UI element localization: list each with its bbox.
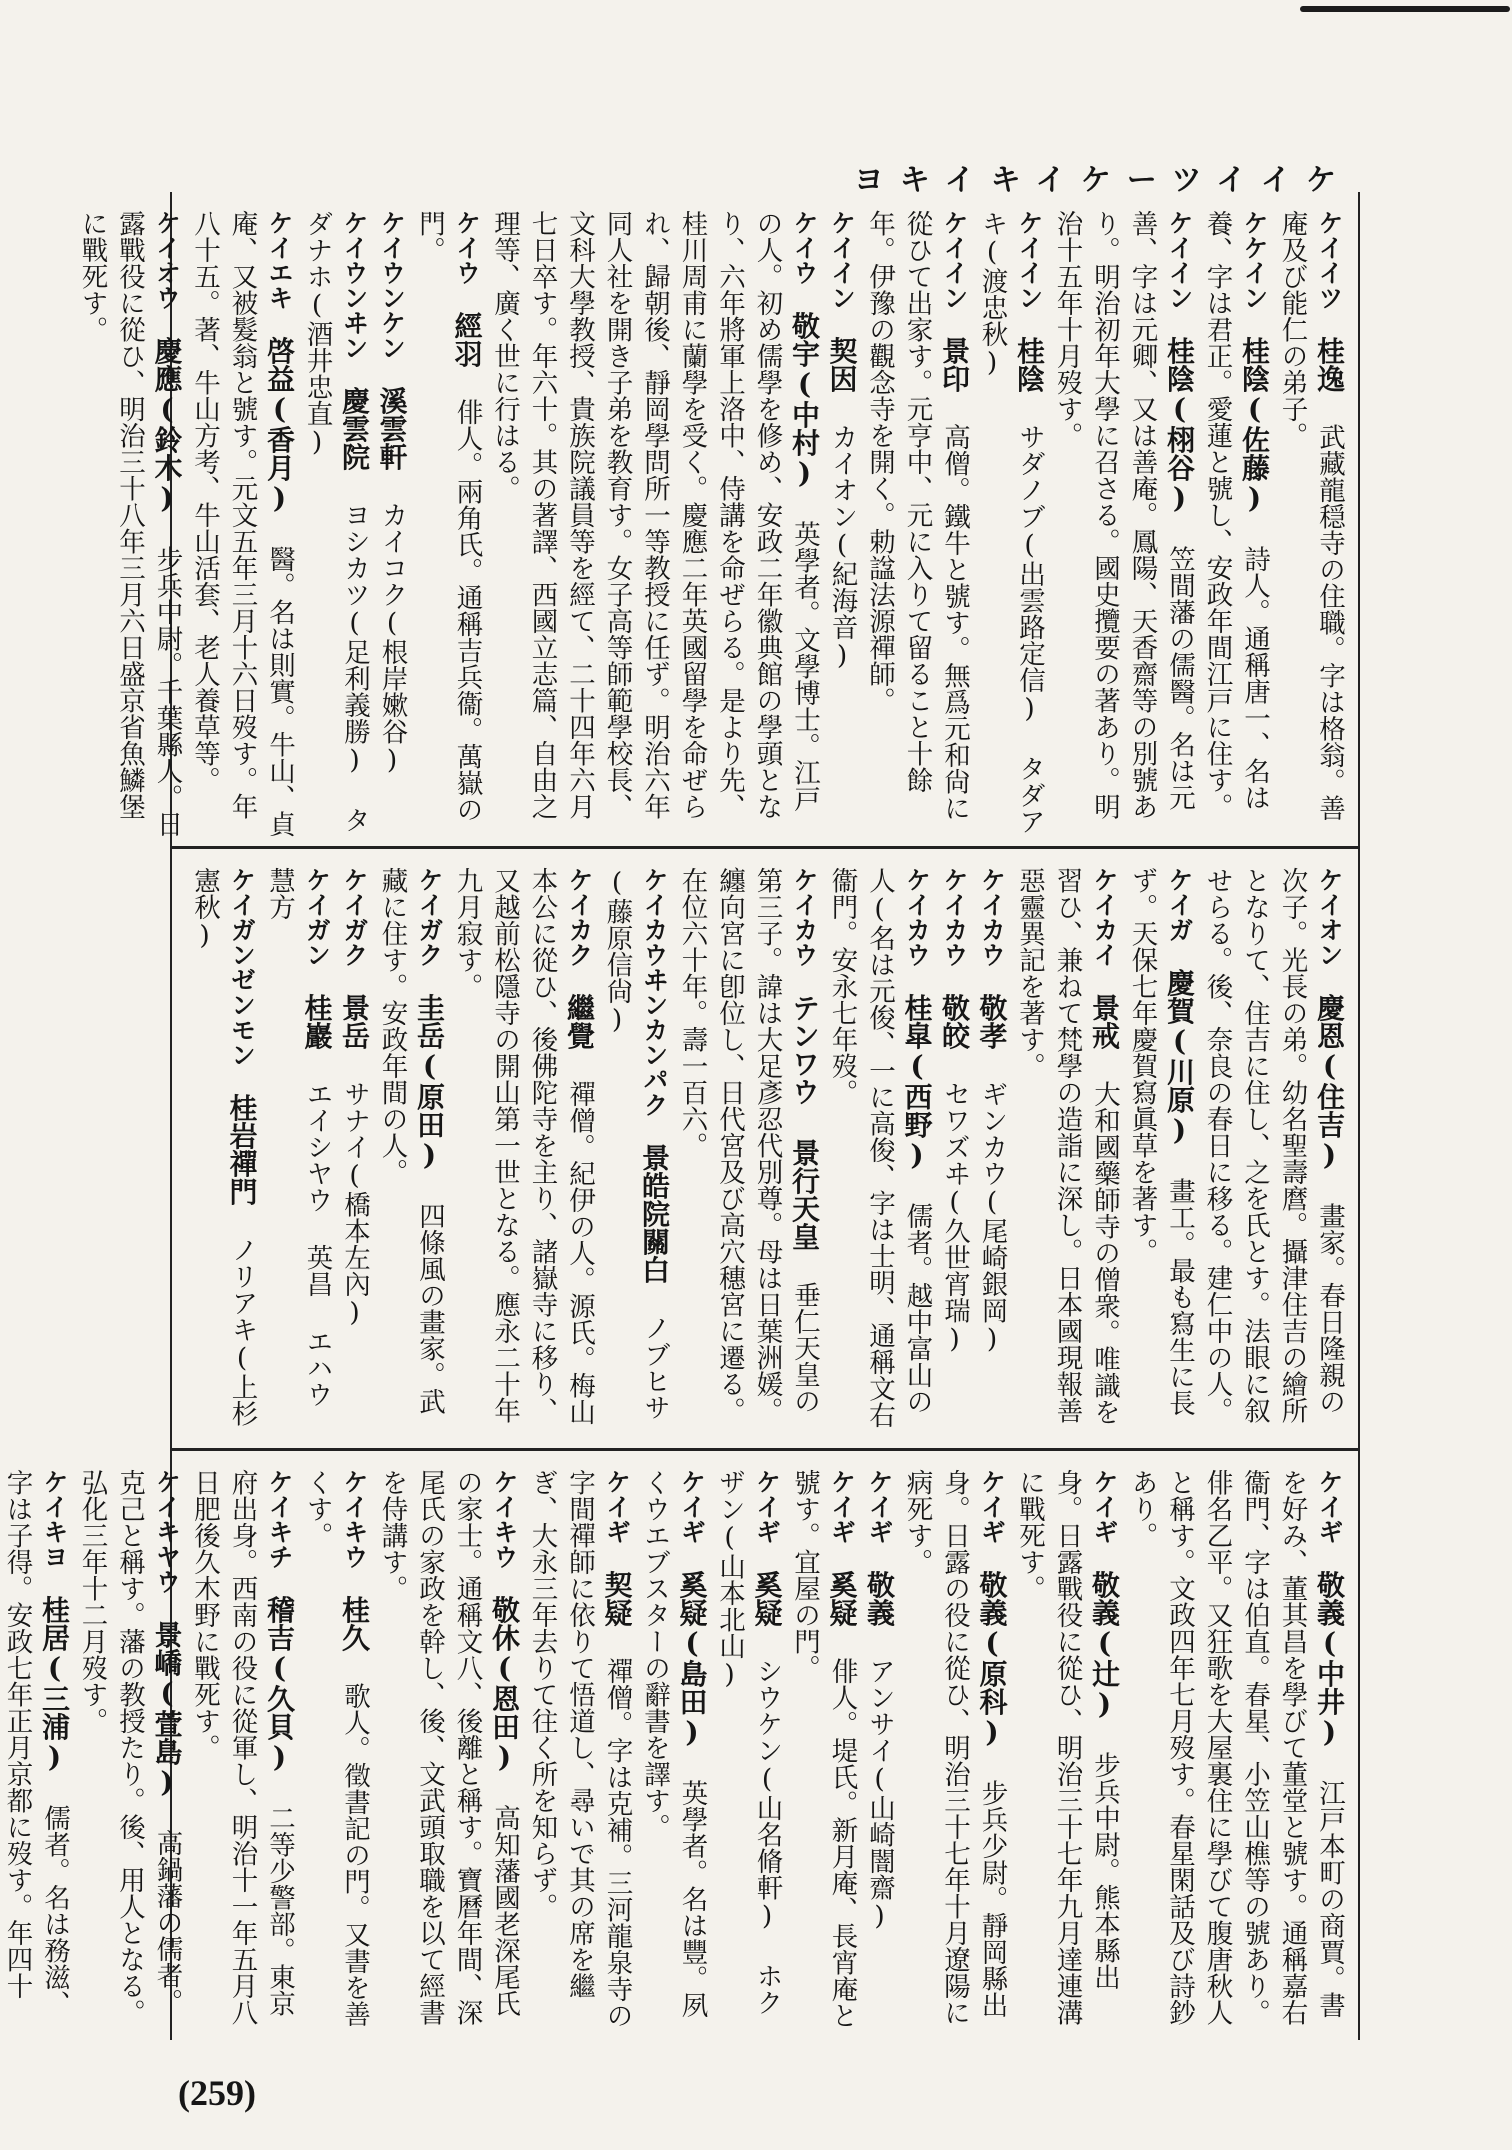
entry-body: 儒者。名は務滋、字は子得。安政七年正月京都に歿す。年四十 — [1, 1469, 70, 2017]
dictionary-entry — [898, 1469, 1011, 2030]
entry-headword-kana: ケイカウ — [940, 867, 969, 967]
dictionary-entry — [373, 210, 411, 837]
entry-headword-kana: ケイギ — [752, 1469, 782, 1544]
dictionary-entry — [1198, 210, 1273, 837]
entry-headword-kanji: 稽吉(久貝) — [263, 1595, 296, 1774]
entry-headword-kana: ケイキヤウ — [152, 1469, 182, 1594]
entry-headword-kana: ケイガク — [340, 867, 369, 967]
entry-headword-kanji: 契因 — [825, 336, 859, 393]
dictionary-entry — [861, 1469, 899, 2030]
entry-headword-kana: ケイキチ — [265, 1469, 294, 1569]
entry-headword-kanji: 經羽 — [450, 311, 484, 368]
entry-body: 英學者。文學博士。江戸の人。初め儒學を修め、安政二年徽典館の學頭となり、六年將軍上洛中、侍講を命ぜらる。是より先、桂川周甫に蘭學を受く。慶應二年英國留學を命ぜられ、歸朝後、靜岡學問所一等教授に任ず。明治六年同人社を開き子弟を教育す。女子高等師範學校長、文科大學教授、貴族院議員等を經て、二十四年六月七日卒す。年六十。其の著譯、西國立志篇、自由之理等、廣く世に行はる。 — [489, 210, 820, 820]
entry-body: 俳人。堤氏。新月庵、長宵庵と號す。宜屋の門。 — [789, 1469, 858, 2029]
entry-headword-kana: ケイオン — [1315, 867, 1344, 967]
entry-body: 步兵中尉。千葉縣人。日露戰役に從ひ、明治三十八年三月六日盛京省魚鱗堡に戰死す。 — [76, 210, 183, 837]
entry-headword-kanji: 桂逸 — [1313, 336, 1346, 393]
dictionary-entry — [373, 867, 448, 1439]
dictionary-entry — [1011, 867, 1124, 1439]
entry-headword-kana: ケイギ — [677, 1469, 707, 1544]
entry-body: 四條風の畫家。武藏に住す。安政年間の人。 — [376, 867, 445, 1415]
entry-body: 畫家。春日隆親の次子。光長の弟。幼名聖壽麿。攝津住吉の繪所となりて、住吉に住し、之を氏とす。法眼に叙せらる。後、奈良の春日に移る。建仁中の人。 — [1201, 867, 1345, 1424]
entry-body: 高僧。鐵牛と號す。無爲元和尙に從ひて出家す。元亨中、元に入りて留ること十餘年。伊豫の觀念寺を開く。勅諡法源禪師。 — [864, 210, 970, 821]
entry-headword-kana: ケケイン — [1240, 210, 1269, 310]
dictionary-entry — [186, 210, 299, 837]
entry-body: 醫。名は則實。牛山、貞庵、又被髮翁と號す。元文五年三月十六日歿す。年八十五。著、牛山方考、牛山活套、老人養草等。 — [189, 210, 295, 837]
entry-headword-kana: ケイカウ — [790, 867, 819, 967]
entry-body: 詩人。通稱唐一、名は養、字は君正。愛蓮と號し、安政年間江戸に住す。 — [1201, 210, 1270, 820]
entry-headword-kanji: 慶賀(川原) — [1163, 968, 1196, 1147]
entry-headword-kana: ケイウ — [452, 210, 482, 285]
entry-headword-kanji: 敬宇(中村) — [788, 311, 821, 490]
dictionary-entry — [1273, 210, 1348, 837]
dictionary-entry — [411, 210, 486, 837]
dictionary-section-upper — [76, 194, 1358, 845]
entry-body: 英學者。名は豐。夙くウエブスターの辭書を譯す。 — [639, 1469, 708, 2018]
entry-headword-kana: ケイキヨ — [40, 1469, 69, 1569]
entry-body: 高鍋藩の儒者。克己と稱す。藩の教授たり。後、用人となる。弘化三年十二月歿す。 — [76, 1469, 183, 2026]
entry-headword-kanji: 桂陰 — [1013, 336, 1046, 393]
entry-headword-kanji: 敬孝 — [975, 993, 1009, 1050]
entry-headword-kana: ケイカウヰンカンパク — [640, 867, 669, 1117]
entry-headword-kana: ケイウ — [790, 210, 819, 285]
entry-body: 高知藩國老深尾氏の家士。通稱文八、後離と稱す。寶曆年間、深尾氏の家政を幹し、後、文武頭取職を以て經書を侍講す。 — [376, 1469, 520, 2026]
entry-headword-kanji: 敬義(辻) — [1088, 1570, 1121, 1721]
entry-body: ヨシカツ(足利義勝) タダナホ(酒井忠直) — [301, 210, 370, 833]
entry-headword-kanji: 景印 — [938, 336, 971, 393]
dictionary-section-middle — [172, 851, 1358, 1447]
entry-headword-kanji: テンワウ 景行天皇 — [788, 993, 821, 1251]
entry-body: ノリアキ(上杉憲秋) — [189, 867, 258, 1427]
entry-headword-kana: ケイオウ — [152, 210, 182, 310]
dictionary-entry — [1011, 1469, 1124, 2030]
entry-body: カイコク(根岸嫰谷) — [376, 470, 408, 776]
section-divider — [172, 1448, 1358, 1451]
dictionary-entry — [298, 210, 373, 837]
entry-headword-kanji: 景岳 — [338, 993, 371, 1050]
entry-headword-kanji: 溪雲軒 — [375, 386, 409, 471]
entry-body: ノブヒサ(藤原信尙) — [601, 867, 670, 1421]
entry-headword-kana: ケイイン — [940, 210, 969, 310]
entry-headword-kana: ケイギ — [1315, 1469, 1344, 1544]
entry-headword-kanji: 繼覺 — [563, 993, 596, 1050]
entry-body: シウケン(山名脩軒) ホクザン(山本北山) — [714, 1469, 783, 2016]
entry-headword-kana: ケイウンヰン — [340, 210, 369, 360]
entry-headword-kanji: 奚疑 — [750, 1570, 784, 1627]
dictionary-entry — [486, 210, 824, 837]
entry-body: カイオン(紀海音) — [826, 392, 858, 671]
dictionary-entry — [673, 867, 823, 1439]
entry-headword-kana: ケイガク — [415, 867, 444, 967]
entry-headword-kanji: 桂岩禪門 — [225, 1093, 259, 1206]
entry-headword-kana: ケイカウ — [977, 867, 1007, 967]
entry-headword-kanji: 奚疑 — [825, 1570, 859, 1627]
entry-headword-kana: ケイイン — [1165, 210, 1194, 310]
entry-headword-kanji: 啓益(香月) — [263, 336, 296, 515]
dictionary-entry — [1048, 210, 1198, 837]
section-divider — [172, 846, 1358, 849]
entry-headword-kanji: 桂久 — [338, 1595, 371, 1652]
entry-headword-kana: ケイカウ — [902, 867, 932, 967]
entry-headword-kanji: 慶應(鈴木) — [150, 336, 184, 515]
entry-headword-kana: ケイイン — [1015, 210, 1044, 310]
entry-headword-kana: ケイイツ — [1315, 210, 1344, 310]
dictionary-entry — [861, 210, 974, 837]
entry-headword-kanji: 景嶠(萱島) — [150, 1620, 184, 1799]
entry-headword-kana: ケイエキ — [265, 210, 294, 310]
entry-body: 大和國藥師寺の僧衆。唯識を習ひ、兼ねて梵學の造詣に深し。日本國現報善惡靈異記を著す。 — [1014, 867, 1120, 1425]
entry-headword-kanji: 桂陰(栩谷) — [1163, 336, 1196, 515]
entry-body: サダノブ(出雲路定信) タダアキ(渡忠秋) — [976, 210, 1045, 835]
dictionary-entry — [261, 867, 336, 1439]
dictionary-entry — [73, 1469, 186, 2030]
dictionary-entry — [1123, 1469, 1348, 2030]
entry-headword-kana: ケイギ — [977, 1469, 1007, 1544]
entry-headword-kanji: 景皓院關白 — [638, 1143, 671, 1284]
entry-body: 歌人。徵書記の門。又書を善くす。 — [301, 1469, 370, 2027]
dictionary-entry — [186, 867, 261, 1439]
entry-headword-kana: ケイカク — [565, 867, 594, 967]
entry-headword-kanji: 敬休(恩田) — [488, 1595, 521, 1774]
entry-body: 俳人。兩角氏。通稱吉兵衞。萬嶽の門。 — [414, 210, 483, 823]
entry-headword-kanji: 桂陰(佐藤) — [1238, 336, 1271, 515]
top-edge-rule — [1300, 6, 1510, 12]
entry-headword-kana: ケイキウ — [490, 1469, 519, 1569]
entry-body: 畫工。最も寫生に長ず。天保七年慶賀寫眞草を著す。 — [1126, 867, 1195, 1416]
entry-headword-kana: ケイウンケン — [377, 210, 407, 360]
entry-headword-kanji: 敬皎 — [938, 993, 971, 1050]
entry-body: 步兵少尉。靜岡縣出身。日露の役に從ひ、明治三十七年十月遼陽に病死す。 — [901, 1469, 1008, 2026]
entry-headword-kana: ケイガン — [302, 867, 332, 967]
dictionary-entry — [0, 1469, 73, 2030]
entry-body: サナイ(橋本左內) — [339, 1049, 370, 1328]
entry-headword-kanji: 景戒 — [1088, 993, 1121, 1050]
dictionary-entry — [636, 1469, 711, 2030]
entry-headword-kanji: 慶恩(住吉) — [1313, 993, 1346, 1172]
entry-body: アンサイ(山崎闇齋) — [864, 1626, 895, 1932]
entry-headword-kanji: 慶雲院 — [338, 386, 371, 471]
entry-body: セワズヰ(久世宵瑞) — [939, 1049, 970, 1355]
dictionary-entry — [973, 210, 1048, 837]
entry-headword-kanji: 敬義 — [863, 1570, 896, 1627]
dictionary-entry — [1198, 867, 1348, 1439]
dictionary-entry — [598, 867, 673, 1439]
entry-body: 禪僧。字は克補。三河龍泉寺の字間禪師に依りて悟道し、尋いで其の席を繼ぎ、大永三年去りて往く所を知らず。 — [526, 1469, 633, 2029]
entry-headword-kana: ケイカイ — [1090, 867, 1119, 967]
entry-headword-kanji: 桂巖 — [300, 993, 334, 1050]
dictionary-entry — [523, 1469, 636, 2030]
dictionary-entry — [298, 1469, 373, 2030]
dictionary-entry — [373, 1469, 523, 2030]
entry-headword-kana: ケイガンゼンモン — [227, 867, 257, 1067]
entry-headword-kana: ケイギ — [1090, 1469, 1119, 1544]
dictionary-entry — [973, 867, 1011, 1439]
entry-headword-kana: ケイガ — [1165, 867, 1194, 942]
dictionary-entry — [786, 1469, 861, 2030]
dictionary-entry — [336, 867, 374, 1439]
dictionary-entry — [73, 210, 186, 837]
dictionary-entry — [823, 210, 861, 837]
entry-headword-kanji: 圭岳(原田) — [413, 993, 446, 1172]
entry-headword-kana: ケイキウ — [340, 1469, 369, 1569]
dictionary-entry — [1123, 867, 1198, 1439]
entry-body: 垂仁天皇の第三子。諱は大足彥忍代別尊。母は日葉洲媛。纏向宮に卽位し、日代宮及び高穴穗宮に遷る。在位六十年。壽一百六。 — [676, 867, 820, 1424]
entry-body: 步兵中尉。熊本縣出身。日露戰役に從ひ、明治三十七年九月達連溝に戰死す。 — [1014, 1469, 1120, 2026]
page-number: (259) — [178, 2073, 256, 2113]
dictionary-entry — [823, 867, 936, 1439]
entry-body: 笠間藩の儒醫。名は元善、字は元卿、又は善庵。鳳陽、天香齋等の別號あり。明治初年大學に召さる。國史攬要の著あり。明治十五年十月歿す。 — [1051, 210, 1195, 820]
entry-headword-kanji: 桂居(三浦) — [38, 1595, 71, 1774]
entry-body: 武藏龍穏寺の住職。字は格翁。善庵及び能仁の弟子。 — [1276, 210, 1345, 821]
dictionary-entry — [711, 1469, 786, 2030]
entry-headword-kana: ケイイン — [827, 210, 857, 310]
dictionary-entry — [448, 867, 598, 1439]
entry-headword-kanji: 奚疑(島田) — [675, 1570, 709, 1749]
dictionary-entry — [186, 1469, 299, 2030]
dictionary-section-lower — [1, 1453, 1358, 2038]
entry-body: 二等少警部。東京府出身。西南の役に從軍し、明治十一年五月八日肥後久木野に戰死す。 — [189, 1469, 295, 2026]
entry-headword-kana: ケイギ — [602, 1469, 632, 1544]
running-header: ヨキイキイケーツイイケ — [853, 163, 1352, 198]
entry-body: ギンカウ(尾崎銀岡) — [976, 1049, 1008, 1355]
entry-headword-kanji: 桂皐(西野) — [900, 993, 934, 1172]
entry-body: 儒者。越中富山の人(名は元俊、一に高俊、字は士明、通稱文右衞門。安永七年歿。 — [826, 867, 933, 1428]
entry-headword-kanji: 敬義(原科) — [975, 1570, 1009, 1749]
entry-headword-kanji: 契疑 — [600, 1570, 634, 1627]
dictionary-entry — [936, 867, 974, 1439]
entry-headword-kanji: 敬義(中井) — [1313, 1570, 1346, 1749]
entry-body: 江戸本町の商賈。書を好み、董其昌を學びて董堂と號す。通稱嘉右衞門、字は伯直。春星、小笠山樵等の號あり。俳名乙平。又狂歌を大屋裏住に學びて腹唐秋人と稱す。文政四年七月歿す。春星閑話及び詩鈔あり。 — [1126, 1469, 1345, 2026]
entry-headword-kana: ケイギ — [865, 1469, 894, 1544]
entry-body: 禪僧。紀伊の人。源氏。梅山本公に從ひ、後佛陀寺を主り、諸嶽寺に移り、又越前松隱寺の開山第一世となる。應永二十年九月寂す。 — [451, 867, 595, 1425]
entry-headword-kana: ケイギ — [827, 1469, 857, 1544]
entry-body: エイシヤウ 英昌 エハウ 慧方 — [264, 867, 333, 1408]
